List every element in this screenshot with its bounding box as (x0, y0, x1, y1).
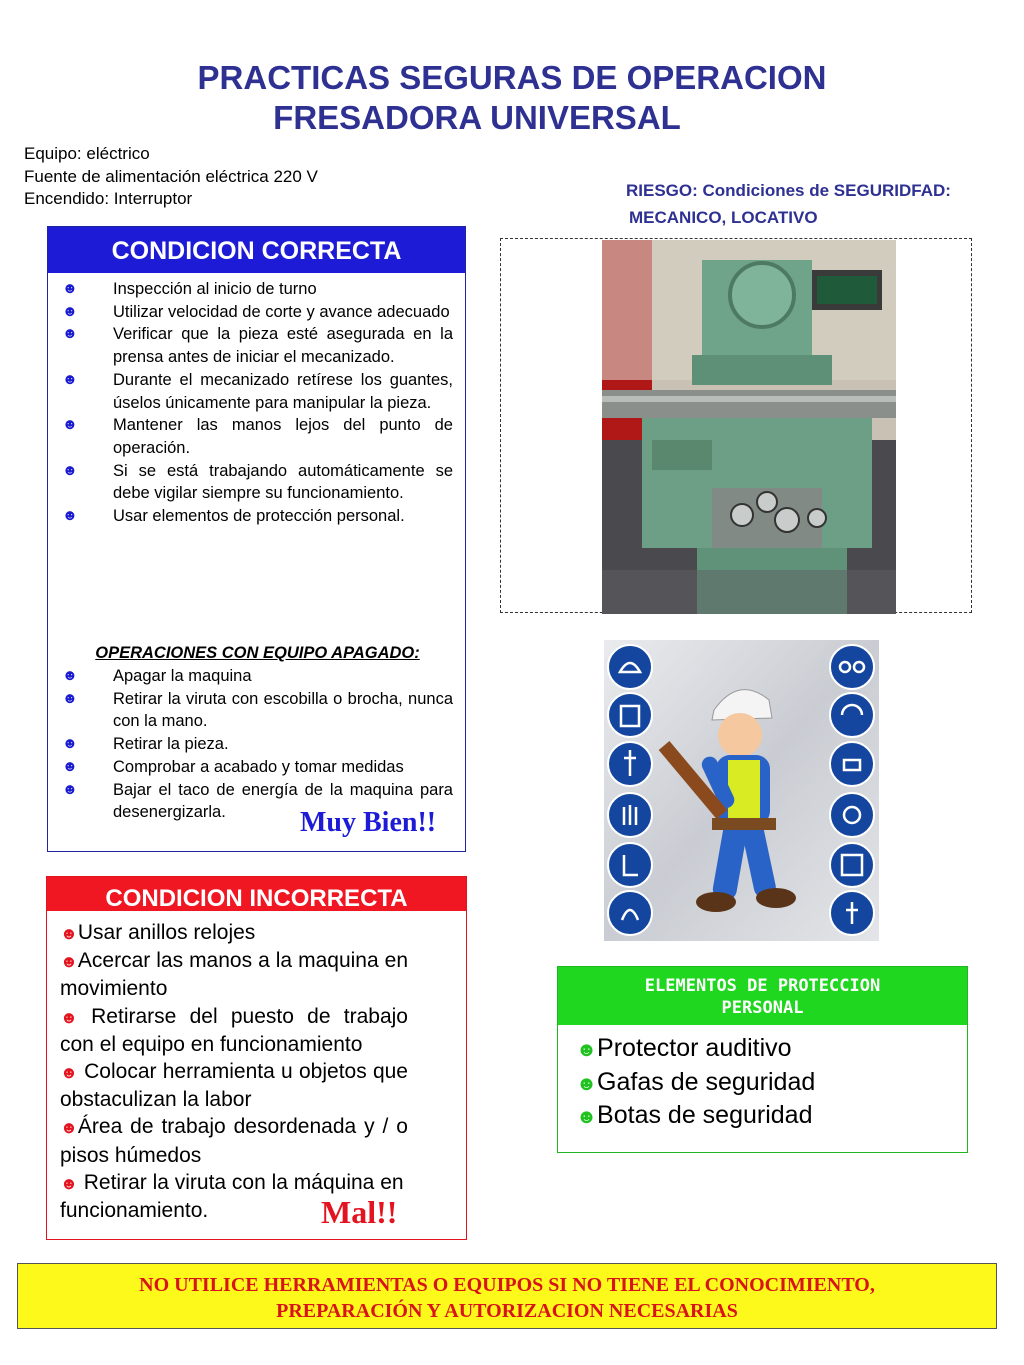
mask-icon (830, 742, 874, 786)
smiley-bullet-icon: ☻ (62, 325, 78, 343)
list-item: ☻ Retirar la viruta con la máquina en funcionamiento. (60, 1170, 404, 1223)
list-item: ☻Protector auditivo (576, 1034, 792, 1062)
list-item: ☻Botas de seguridad (576, 1101, 813, 1129)
incorrect-condition-box (46, 876, 467, 1240)
smiley-bullet-icon: ☻ (576, 1106, 598, 1128)
smiley-bullet-icon: ☻ (60, 924, 78, 943)
smiley-bullet-icon: ☻ (62, 507, 78, 525)
smiley-bullet-icon: ☻ (62, 416, 78, 434)
list-item: ☻ Apagar la maquina (62, 665, 453, 688)
correct-condition-box (47, 226, 466, 852)
list-item: ☻ Comprobar a acabado y tomar medidas (62, 756, 453, 779)
correct-list (62, 278, 453, 528)
ops-off-title: OPERACIONES CON EQUIPO APAGADO: (95, 644, 420, 662)
page-title (0, 58, 1024, 138)
list-item: ☻ Verificar que la pieza esté asegurada en la prensa antes de iniciar el mecanizado. (62, 325, 453, 367)
respirator-icon (830, 793, 874, 837)
footer-warning (17, 1263, 997, 1329)
smiley-bullet-icon: ☻ (62, 689, 78, 707)
list-item: ☻ Si se está trabajando automáticamente se debe vigilar siempre su funcionamiento. (62, 461, 453, 503)
correct-verdict: Muy Bien!! (300, 807, 437, 838)
risk-line-2: MECANICO, LOCATIVO (629, 208, 818, 227)
list-item: ☻ Retirar la pieza. (62, 733, 453, 756)
smiley-bullet-icon: ☻ (62, 280, 78, 297)
smiley-bullet-icon: ☻ (62, 735, 78, 753)
list-item: ☻Gafas de seguridad (576, 1067, 816, 1096)
smiley-bullet-icon: ☻ (60, 1173, 78, 1193)
ppe-illustration-image (604, 640, 879, 941)
boots-icon (608, 843, 652, 887)
list-item: ☻ Retirar la viruta con escobilla o brocha, nunca con la mano. (62, 689, 453, 731)
power-source: Fuente de alimentación eléctrica 220 V (24, 166, 318, 186)
power-switch: Encendido: Interruptor (24, 189, 193, 208)
list-item: ☻ Colocar herramienta u objetos que obstaculizan la labor (60, 1060, 408, 1112)
smiley-bullet-icon: ☻ (576, 1072, 598, 1095)
vest-icon (608, 693, 652, 737)
smiley-bullet-icon: ☻ (62, 370, 78, 388)
list-item: ☻ Retirarse del puesto de trabajo con el equipo en funcionamiento (60, 1004, 408, 1056)
smiley-bullet-icon: ☻ (60, 1063, 78, 1083)
smiley-bullet-icon: ☻ (62, 667, 78, 684)
smiley-bullet-icon: ☻ (62, 302, 78, 320)
list-item: ☻ Durante el mecanizado retírese los guantes, úselos únicamente para manipular la pieza. (62, 370, 453, 412)
ops-off-list (62, 665, 453, 824)
correct-condition-header: CONDICION CORRECTA (48, 227, 465, 273)
title-line-2: FRESADORA UNIVERSAL (273, 99, 681, 136)
incorrect-verdict: Mal!! (321, 1194, 398, 1230)
incorrect-list (60, 919, 408, 1224)
smiley-bullet-icon: ☻ (62, 757, 78, 775)
footer-line-2: PREPARACIÓN Y AUTORIZACION NECESARIAS (276, 1300, 738, 1322)
harness-icon (608, 891, 652, 935)
list-item: ☻ Utilizar velocidad de corte y avance adecuado (62, 301, 453, 324)
footer-line-1: NO UTILICE HERRAMIENTAS O EQUIPOS SI NO TIENE EL CONOCIMIENTO, (139, 1274, 875, 1296)
title-line-1: PRACTICAS SEGURAS DE OPERACION (197, 59, 827, 96)
smiley-bullet-icon: ☻ (576, 1039, 598, 1061)
smiley-bullet-icon: ☻ (60, 1118, 78, 1138)
equipment-info (24, 143, 318, 211)
list-item: ☻Área de trabajo desordenada y / o pisos húmedos (60, 1115, 408, 1167)
ppe-elements-header: ELEMENTOS DE PROTECCION PERSONAL (558, 967, 967, 1025)
list-item: ☻ Inspección al inicio de turno (62, 278, 453, 301)
smiley-bullet-icon: ☻ (62, 461, 78, 479)
goggles-icon (830, 645, 874, 689)
ppe-list (576, 1033, 815, 1134)
helmet-icon (608, 645, 652, 689)
risk-line-1: RIESGO: Condiciones de SEGURIDFAD: (626, 181, 951, 200)
equipment-type: Equipo: eléctrico (24, 144, 150, 163)
face-shield-icon (830, 843, 874, 887)
list-item: ☻ Mantener las manos lejos del punto de operación. (62, 416, 453, 457)
smiley-bullet-icon: ☻ (60, 1007, 78, 1027)
milling-machine-image (602, 240, 896, 614)
ear-protector-icon (830, 693, 874, 737)
ppe-elements-box (557, 966, 968, 1153)
smiley-bullet-icon: ☻ (62, 780, 78, 798)
incorrect-condition-header: CONDICION INCORRECTA (47, 877, 466, 911)
smiley-bullet-icon: ☻ (60, 952, 78, 972)
list-item: ☻ Bajar el taco de energía de la maquina para desenergizarla. (62, 780, 453, 822)
list-item: ☻Acercar las manos a la maquina en movimiento (60, 949, 408, 1001)
list-item: ☻ Usar elementos de protección personal. (62, 505, 453, 528)
list-item: ☻Usar anillos relojes (60, 921, 256, 944)
risk-info (626, 177, 951, 231)
